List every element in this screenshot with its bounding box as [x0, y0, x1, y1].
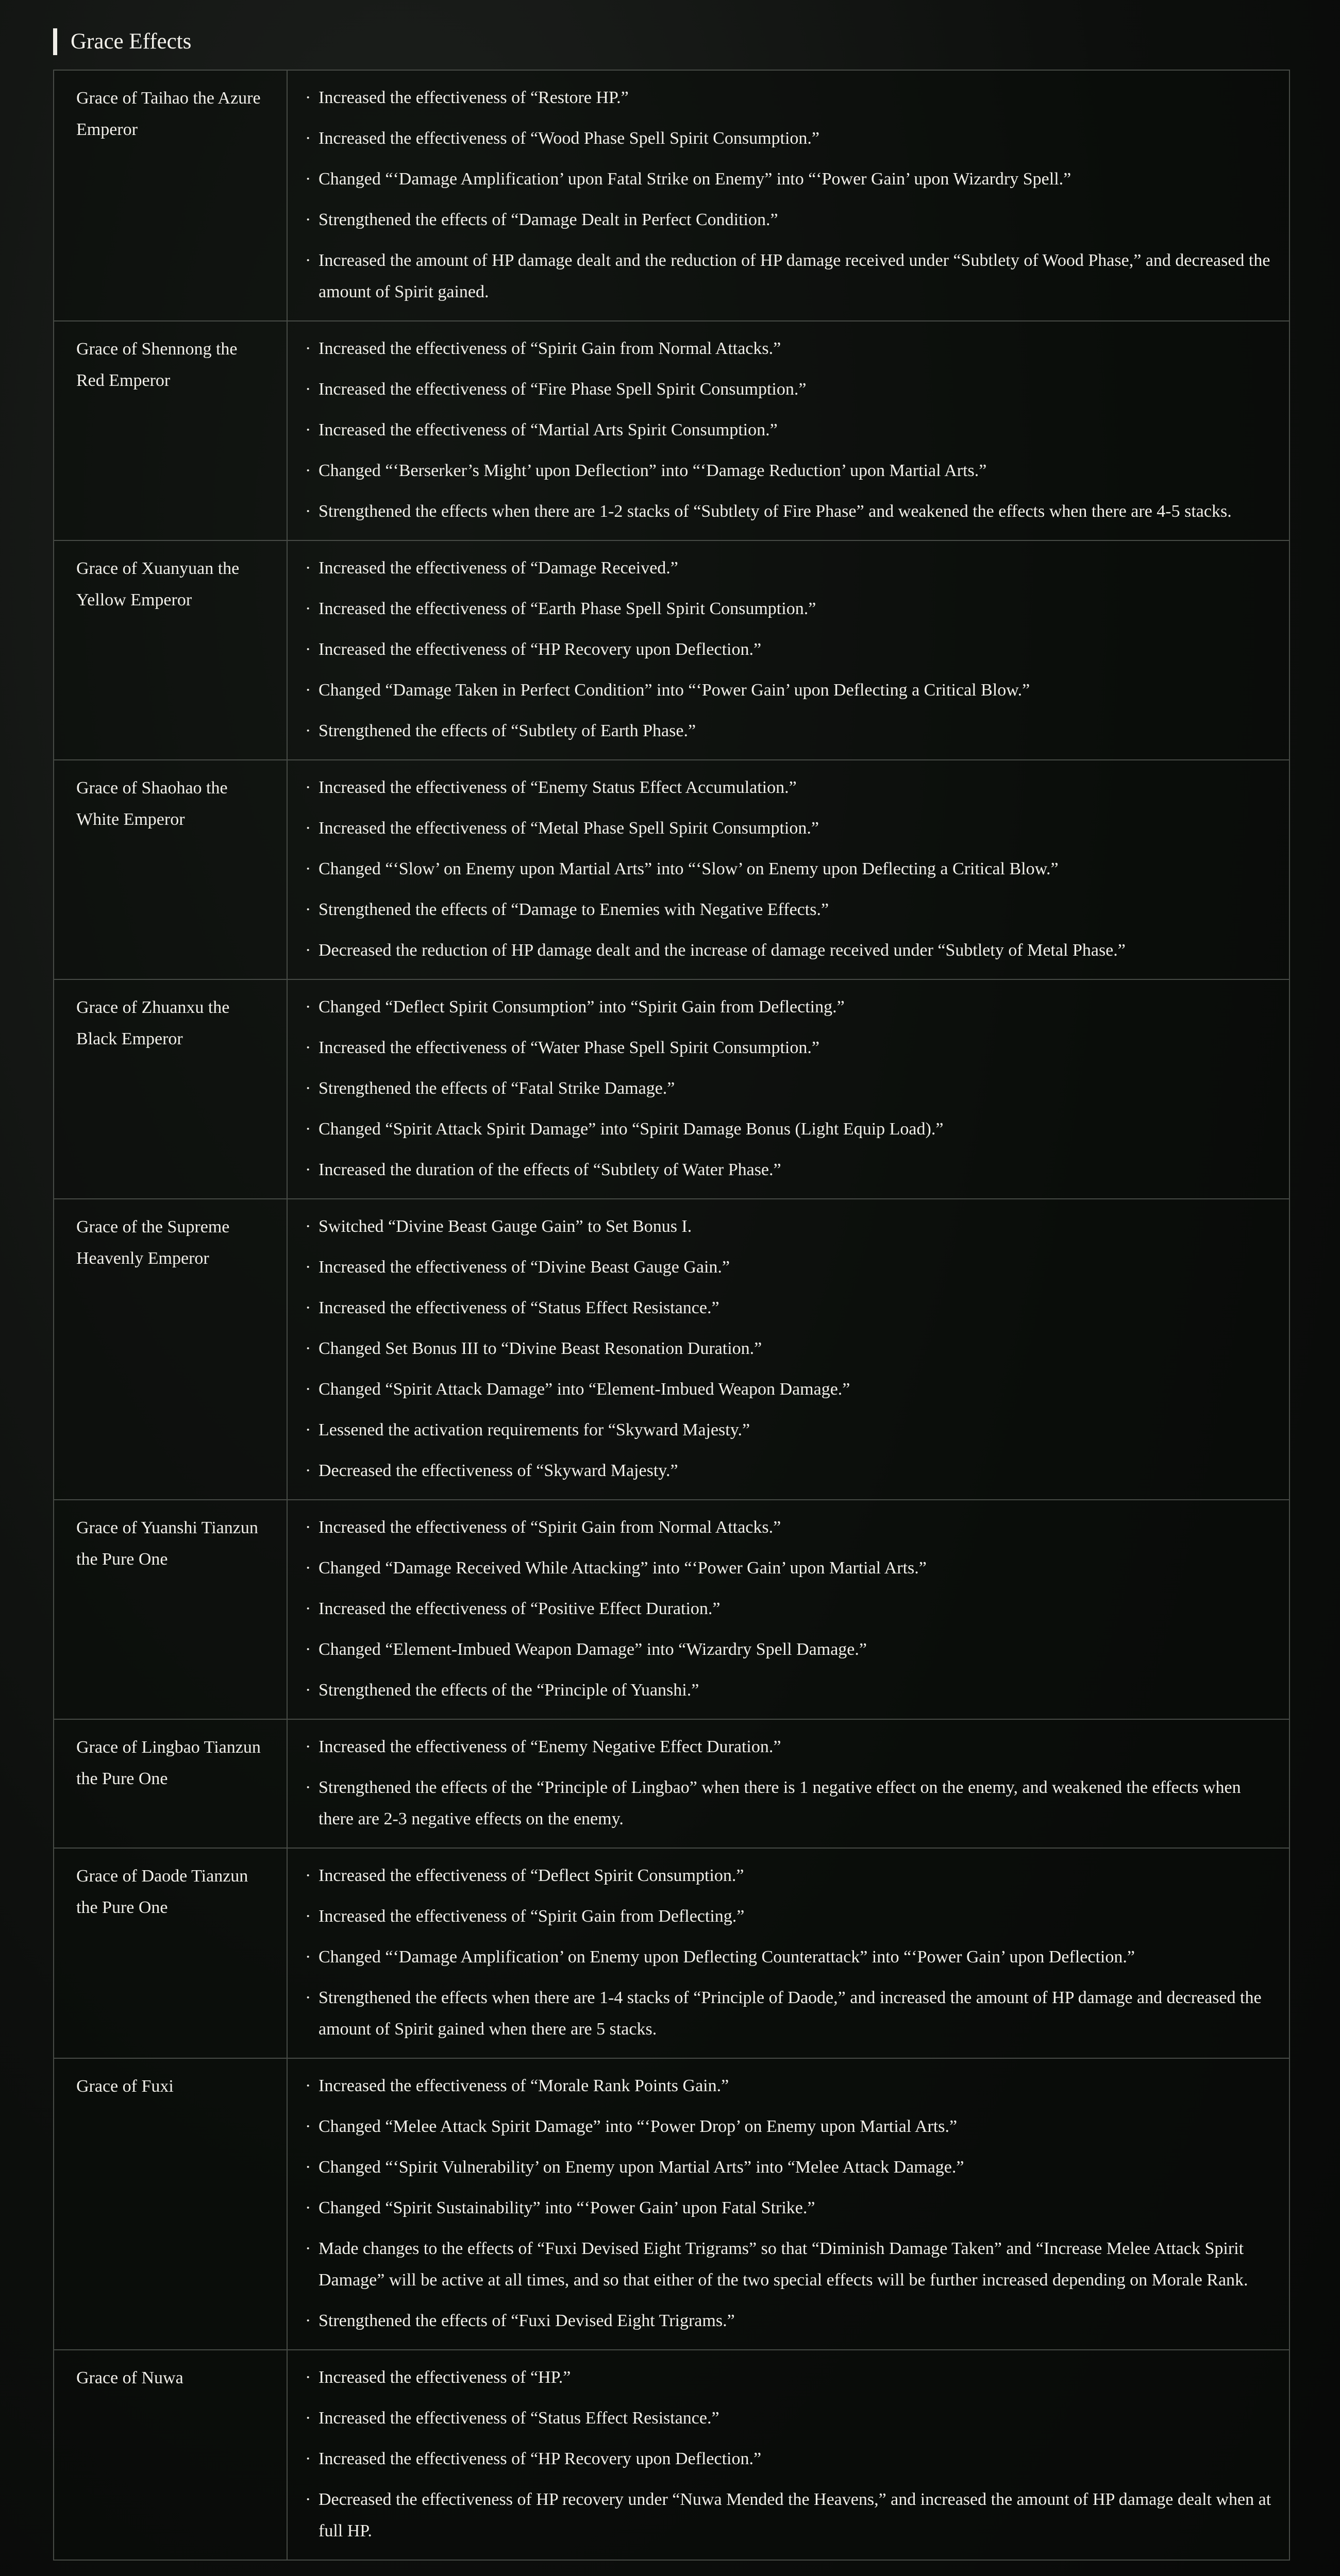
- grace-effect-item: · Increased the effectiveness of “Restore HP.”: [303, 82, 1274, 113]
- grace-effects-table: [53, 70, 1290, 2561]
- grace-row: [54, 2058, 1289, 2350]
- grace-effect-item: · Changed “‘Damage Amplification’ upon Fatal Strike on Enemy” into “‘Power Gain’ upon Wizardry Spell.”: [303, 163, 1274, 195]
- grace-effect-item: · Increased the effectiveness of “Spirit Gain from Deflecting.”: [303, 1901, 1274, 1932]
- grace-effects-list: [303, 2070, 1274, 2336]
- grace-effect-item: · Strengthened the effects of the “Principle of Yuanshi.”: [303, 1674, 1274, 1706]
- grace-effect-item: · Changed “Spirit Attack Damage” into “Element-Imbued Weapon Damage.”: [303, 1374, 1274, 1405]
- grace-effect-item: · Increased the effectiveness of “Deflect Spirit Consumption.”: [303, 1860, 1274, 1891]
- grace-effect-item: · Changed “Deflect Spirit Consumption” into “Spirit Gain from Deflecting.”: [303, 991, 1274, 1023]
- grace-row: [54, 321, 1289, 540]
- grace-name: Grace of Shaohao the White Emperor: [54, 760, 287, 979]
- grace-effect-item: · Increased the effectiveness of “Water Phase Spell Spirit Consumption.”: [303, 1032, 1274, 1063]
- grace-effects-cell: [287, 1500, 1289, 1719]
- grace-effect-item: · Changed “‘Damage Amplification’ on Enemy upon Deflecting Counterattack” into “‘Power Gain’ upon Deflection.”: [303, 1941, 1274, 1973]
- grace-name: Grace of Yuanshi Tianzun the Pure One: [54, 1500, 287, 1719]
- grace-name: Grace of Zhuanxu the Black Emperor: [54, 979, 287, 1199]
- grace-effect-item: · Increased the effectiveness of “Status Effect Resistance.”: [303, 1292, 1274, 1324]
- grace-effects-cell: [287, 321, 1289, 540]
- grace-effect-item: · Changed Set Bonus III to “Divine Beast Resonation Duration.”: [303, 1333, 1274, 1364]
- grace-row: [54, 540, 1289, 760]
- grace-effect-item: · Increased the effectiveness of “Martial Arts Spirit Consumption.”: [303, 414, 1274, 446]
- grace-effects-cell: [287, 1199, 1289, 1500]
- grace-effect-item: · Strengthened the effects of “Fatal Strike Damage.”: [303, 1073, 1274, 1104]
- grace-effects-list: [303, 82, 1274, 308]
- grace-name: Grace of the Supreme Heavenly Emperor: [54, 1199, 287, 1500]
- grace-name: Grace of Xuanyuan the Yellow Emperor: [54, 540, 287, 760]
- grace-effects-table-body: [54, 70, 1289, 2560]
- grace-effects-list: [303, 2362, 1274, 2547]
- grace-effect-item: · Strengthened the effects of the “Principle of Lingbao” when there is 1 negative effect on the enemy, and weakened the effects when there are 2-3 negative effects on the enemy.: [303, 1772, 1274, 1835]
- grace-name: Grace of Lingbao Tianzun the Pure One: [54, 1719, 287, 1848]
- grace-effect-item: · Switched “Divine Beast Gauge Gain” to Set Bonus I.: [303, 1211, 1274, 1242]
- grace-effect-item: · Strengthened the effects of “Damage Dealt in Perfect Condition.”: [303, 204, 1274, 235]
- grace-effect-item: · Changed “Damage Received While Attacking” into “‘Power Gain’ upon Martial Arts.”: [303, 1552, 1274, 1584]
- grace-effect-item: · Made changes to the effects of “Fuxi Devised Eight Trigrams” so that “Diminish Damage Taken” and “Increase Melee Attack Spirit Damage” will be active at all times, and so that either of the two special effects will be further increased depending on Morale Rank.: [303, 2233, 1274, 2296]
- grace-effect-item: · Lessened the activation requirements for “Skyward Majesty.”: [303, 1414, 1274, 1446]
- grace-row: [54, 1199, 1289, 1500]
- grace-effect-item: · Increased the effectiveness of “Fire Phase Spell Spirit Consumption.”: [303, 374, 1274, 405]
- grace-effects-list: [303, 552, 1274, 747]
- grace-effect-item: · Increased the amount of HP damage dealt and the reduction of HP damage received under “Subtlety of Wood Phase,” and decreased the amount of Spirit gained.: [303, 245, 1274, 308]
- grace-effect-item: · Increased the effectiveness of “Wood Phase Spell Spirit Consumption.”: [303, 123, 1274, 154]
- grace-effects-cell: [287, 760, 1289, 979]
- grace-effect-item: · Increased the effectiveness of “Positive Effect Duration.”: [303, 1593, 1274, 1624]
- grace-effect-item: · Strengthened the effects of “Subtlety of Earth Phase.”: [303, 715, 1274, 747]
- grace-effect-item: · Changed “Melee Attack Spirit Damage” into “‘Power Drop’ on Enemy upon Martial Arts.”: [303, 2111, 1274, 2142]
- grace-effect-item: · Increased the effectiveness of “Spirit Gain from Normal Attacks.”: [303, 333, 1274, 364]
- grace-name: Grace of Fuxi: [54, 2058, 287, 2350]
- grace-effect-item: · Changed “‘Spirit Vulnerability’ on Enemy upon Martial Arts” into “Melee Attack Damage.”: [303, 2151, 1274, 2183]
- grace-row: [54, 1719, 1289, 1848]
- grace-effect-item: · Changed “Damage Taken in Perfect Condition” into “‘Power Gain’ upon Deflecting a Critical Blow.”: [303, 674, 1274, 706]
- grace-name: Grace of Shennong the Red Emperor: [54, 321, 287, 540]
- grace-effect-item: · Increased the effectiveness of “HP.”: [303, 2362, 1274, 2393]
- grace-effect-item: · Increased the effectiveness of “Spirit Gain from Normal Attacks.”: [303, 1512, 1274, 1543]
- grace-effects-cell: [287, 1848, 1289, 2058]
- grace-effects-list: [303, 991, 1274, 1185]
- grace-effect-item: · Changed “Element-Imbued Weapon Damage” into “Wizardry Spell Damage.”: [303, 1634, 1274, 1665]
- grace-row: [54, 760, 1289, 979]
- grace-effect-item: · Strengthened the effects of “Damage to Enemies with Negative Effects.”: [303, 894, 1274, 925]
- grace-effect-item: · Increased the effectiveness of “Morale Rank Points Gain.”: [303, 2070, 1274, 2102]
- grace-row: [54, 1500, 1289, 1719]
- grace-effects-list: [303, 772, 1274, 966]
- grace-effects-cell: [287, 1719, 1289, 1848]
- grace-effect-item: · Increased the effectiveness of “Status Effect Resistance.”: [303, 2402, 1274, 2434]
- section-title: Grace Effects: [53, 28, 191, 55]
- grace-effects-cell: [287, 2058, 1289, 2350]
- grace-effect-item: · Decreased the effectiveness of HP recovery under “Nuwa Mended the Heavens,” and increased the amount of HP damage dealt when at full HP.: [303, 2484, 1274, 2547]
- grace-effects-list: [303, 1731, 1274, 1835]
- grace-effect-item: · Decreased the effectiveness of “Skyward Majesty.”: [303, 1455, 1274, 1486]
- grace-effects-list: [303, 1860, 1274, 2045]
- grace-effects-list: [303, 333, 1274, 527]
- grace-name: Grace of Nuwa: [54, 2350, 287, 2560]
- grace-effects-list: [303, 1512, 1274, 1706]
- grace-effects-cell: [287, 540, 1289, 760]
- grace-row: [54, 979, 1289, 1199]
- grace-effect-item: · Changed “‘Slow’ on Enemy upon Martial Arts” into “‘Slow’ on Enemy upon Deflecting a Critical Blow.”: [303, 853, 1274, 885]
- grace-effect-item: · Increased the effectiveness of “HP Recovery upon Deflection.”: [303, 2443, 1274, 2475]
- grace-effect-item: · Changed “Spirit Attack Spirit Damage” into “Spirit Damage Bonus (Light Equip Load).”: [303, 1113, 1274, 1145]
- grace-effect-item: · Decreased the reduction of HP damage dealt and the increase of damage received under “Subtlety of Metal Phase.”: [303, 935, 1274, 966]
- grace-effect-item: · Increased the duration of the effects of “Subtlety of Water Phase.”: [303, 1154, 1274, 1185]
- grace-effects-cell: [287, 979, 1289, 1199]
- grace-effect-item: · Strengthened the effects when there are 1-4 stacks of “Principle of Daode,” and increased the amount of HP damage and decreased the amount of Spirit gained when there are 5 stacks.: [303, 1982, 1274, 2045]
- grace-effect-item: · Increased the effectiveness of “Enemy Negative Effect Duration.”: [303, 1731, 1274, 1762]
- grace-row: [54, 2350, 1289, 2560]
- grace-effect-item: · Increased the effectiveness of “HP Recovery upon Deflection.”: [303, 634, 1274, 665]
- grace-effect-item: · Strengthened the effects of “Fuxi Devised Eight Trigrams.”: [303, 2305, 1274, 2336]
- grace-effect-item: · Increased the effectiveness of “Enemy Status Effect Accumulation.”: [303, 772, 1274, 803]
- grace-row: [54, 70, 1289, 321]
- grace-effect-item: · Changed “Spirit Sustainability” into “‘Power Gain’ upon Fatal Strike.”: [303, 2192, 1274, 2224]
- grace-effect-item: · Increased the effectiveness of “Earth Phase Spell Spirit Consumption.”: [303, 593, 1274, 624]
- grace-name: Grace of Daode Tianzun the Pure One: [54, 1848, 287, 2058]
- grace-effect-item: · Increased the effectiveness of “Divine Beast Gauge Gain.”: [303, 1251, 1274, 1283]
- grace-row: [54, 1848, 1289, 2058]
- grace-effects-list: [303, 1211, 1274, 1486]
- grace-effects-cell: [287, 2350, 1289, 2560]
- grace-effect-item: · Changed “‘Berserker’s Might’ upon Deflection” into “‘Damage Reduction’ upon Martial Arts.”: [303, 455, 1274, 486]
- grace-name: Grace of Taihao the Azure Emperor: [54, 70, 287, 321]
- grace-effect-item: · Strengthened the effects when there are 1-2 stacks of “Subtlety of Fire Phase” and weakened the effects when there are 4-5 stacks.: [303, 496, 1274, 527]
- grace-effect-item: · Increased the effectiveness of “Metal Phase Spell Spirit Consumption.”: [303, 812, 1274, 844]
- grace-effects-cell: [287, 70, 1289, 321]
- grace-effect-item: · Increased the effectiveness of “Damage Received.”: [303, 552, 1274, 584]
